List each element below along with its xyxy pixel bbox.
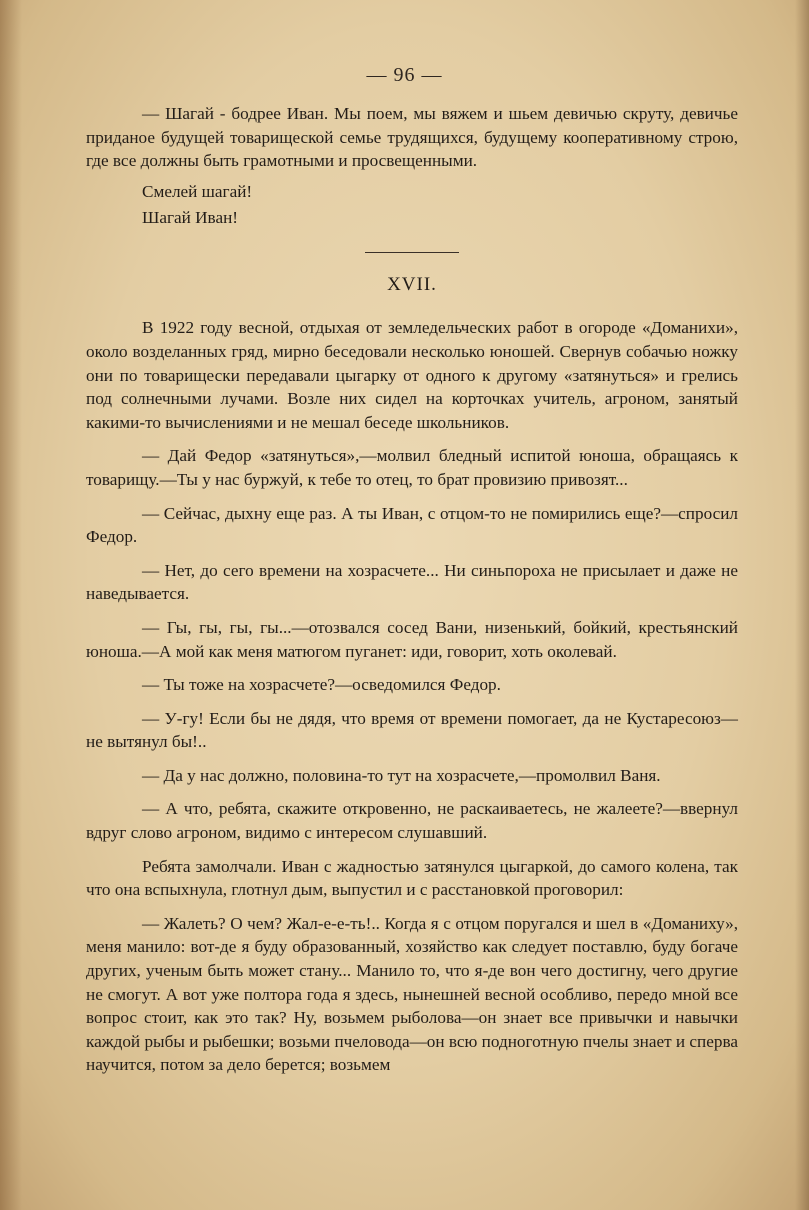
paragraph: — Дай Федор «затянуться»,—молвил бледный испитой юноша, обращаясь к товарищу.—Ты у нас буржуй, к тебе то отец, то брат провизию привозят... [86, 446, 738, 489]
paragraph: — Нет, до сего времени на хозрасчете... Ни синьпороха не присылает и даже не наведывается. [86, 560, 738, 604]
page-number: — 96 — [366, 64, 443, 86]
paragraph: — А что, ребята, скажите откровенно, не раскаиваетесь, не жалеете?—ввернул вдруг слово агроном, видимо с интересом слушавший. [86, 799, 738, 843]
verse-block [86, 179, 738, 231]
paragraph: — Жалеть? О чем? Жал-е-е-ть!.. Когда я с отцом поругался и шел в «Доманиху», меня манило: вот-де я буду образованный, хозяйство как следует поставлю, буду богаче других, ученым быть может стану... Манило то, что я-де вон чего достигну, чего другие не смогут. А вот уже полтора года я здесь, нынешней весной особливо, передо мной все вопрос стоит, как это так? Ну, возьмем рыболова—он знает все привычки и навычки каждой рыбы и рыбешки; возьми пчеловода—он всю подноготную пчелы знает и сперва научится, потом за дело берется; возьмем [86, 913, 738, 1075]
section-divider [365, 252, 459, 253]
paragraph: Ребята замолчали. Иван с жадностью затянулся цыгаркой, до самого колена, так что она вспыхнула, глотнул дым, выпустил и с расстановкой проговорил: [86, 856, 738, 900]
chapter-body [86, 316, 738, 1077]
binding-shadow [0, 0, 22, 1210]
chapter-heading: XVII. [387, 273, 437, 295]
paragraph: — У-гу! Если бы не дядя, что время от времени помогает, да не Кустаресоюз—не вытянул бы!.. [86, 708, 738, 752]
paragraph: — Да у нас должно, половина-то тут на хозрасчете,—промолвил Ваня. [142, 765, 661, 785]
paragraph: — Ты тоже на хозрасчете?—осведомился Федор. [142, 675, 501, 695]
verse-line: Шагай Иван! [142, 207, 238, 227]
paragraph: В 1922 году весной, отдыхая от земледельческих работ в огороде «Доманихи», около возделанных гряд, мирно беседовали несколько юношей. Свернув собачью ножку они по товарищески передавали цыгарку от одного к другому «затянуться» и грелись под солнечными лучами. Возле них сидел на корточках учитель, агроном, занятый какими-то вычислениями и не мешал беседе школьников. [86, 318, 738, 432]
page-edge-shadow [795, 0, 809, 1210]
intro-paragraph: — Шагай - бодрее Иван. Мы поем, мы вяжем и шьем девичью скруту, девичье приданое будущей товарищеской семье трудящихся, будущему кооперативному строю, где все должны быть грамотными и просвещенными. [86, 104, 738, 171]
paragraph: — Гы, гы, гы, гы...—отозвался сосед Вани, низенький, бойкий, крестьянский юноша.—А мой как меня матюгом пуганет: иди, говорит, хоть околевай. [86, 617, 738, 661]
page-text [86, 102, 738, 1077]
paragraph: — Сейчас, дыхну еще раз. А ты Иван, с отцом-то не помирились еще?—спросил Федор. [86, 503, 738, 547]
verse-line: Смелей шагай! [142, 181, 253, 201]
